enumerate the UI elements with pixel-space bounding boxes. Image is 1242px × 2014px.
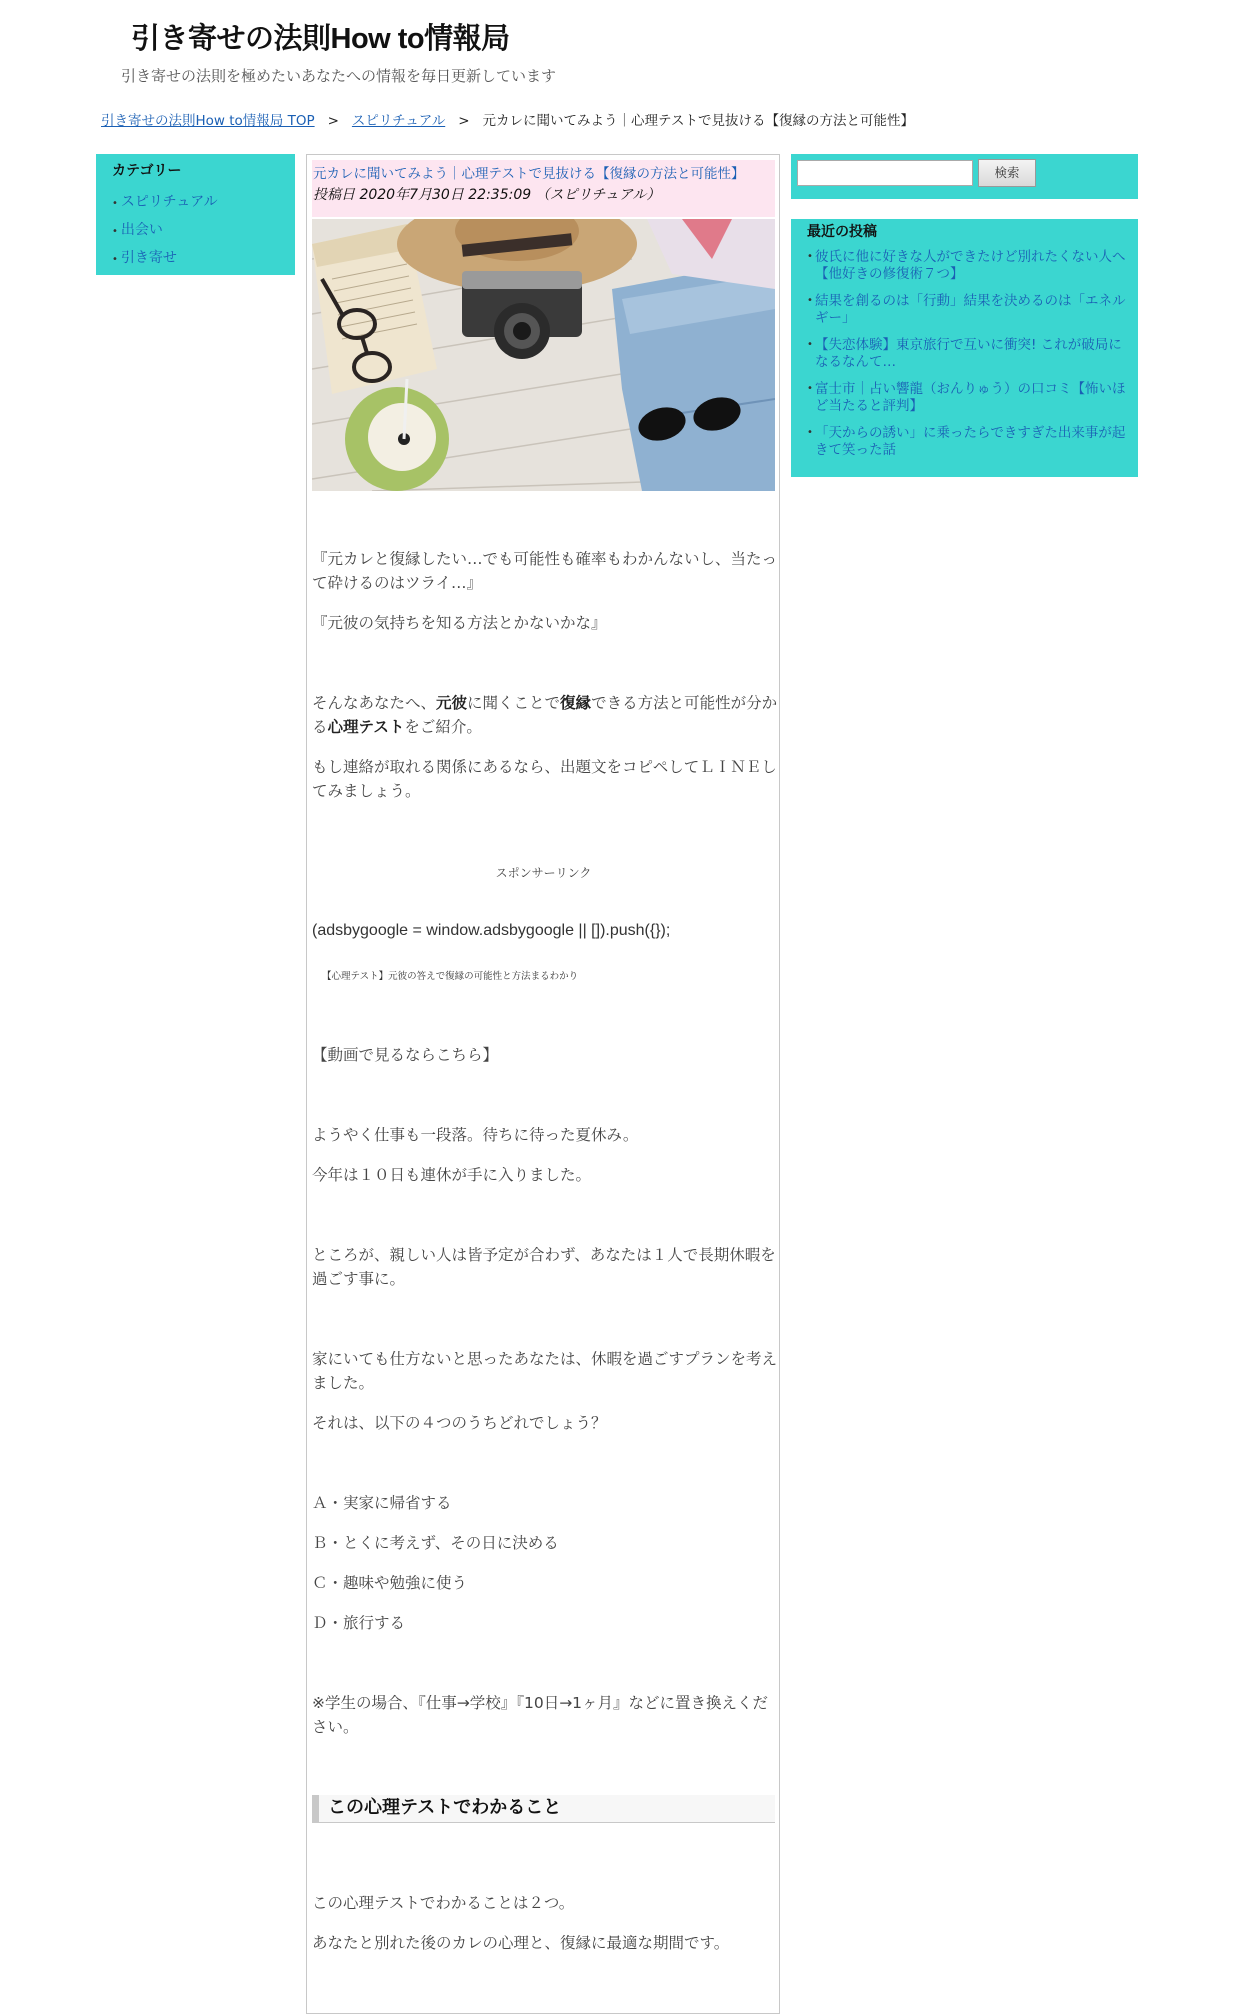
hero-image xyxy=(312,219,775,491)
ad-script-text: (adsbygoogle = window.adsbygoogle || []).push({}); xyxy=(312,922,671,939)
breadcrumb-current: 元カレに聞いてみよう｜心理テストで見抜ける【復縁の方法と可能性】 xyxy=(482,113,914,129)
article-title-link[interactable]: 元カレに聞いてみよう｜心理テストで見抜ける【復縁の方法と可能性】 xyxy=(313,166,745,182)
recent-post-item[interactable] xyxy=(807,293,1130,326)
recent-post-link[interactable]: 富士市｜占い響龍（おんりゅう）の口コミ【怖いほど当たると評判】 xyxy=(815,381,1126,414)
recent-post-link[interactable]: 彼氏に他に好きな人ができたけど別れたくない人へ【他好きの修復術７つ】 xyxy=(815,249,1126,282)
breadcrumb-separator: > xyxy=(327,113,339,129)
recent-posts-widget xyxy=(791,219,1138,477)
category-widget xyxy=(96,154,295,275)
bullet-dot-icon: • xyxy=(112,226,118,237)
category-heading: カテゴリー xyxy=(112,163,182,179)
paragraph: この心理テストでわかることは２つ。 xyxy=(312,1894,575,1912)
quiz-option-a: Ａ・実家に帰省する xyxy=(312,1494,452,1512)
site-title[interactable]: 引き寄せの法則How to情報局 xyxy=(131,23,510,55)
paragraph: ところが、親しい人は皆予定が合わず、あなたは１人で長期休暇を過ごす事に。 xyxy=(312,1246,776,1288)
emphasis: 復縁 xyxy=(560,694,592,712)
recent-post-item[interactable] xyxy=(807,381,1130,414)
recent-post-link[interactable]: 【失恋体験】東京旅行で互いに衝突! これが破局になるなんて… xyxy=(815,337,1122,370)
category-label: スピリチュアル xyxy=(120,194,218,210)
paragraph: あなたと別れた後のカレの心理と、復縁に最適な期間です。 xyxy=(312,1934,730,1952)
bullet-dot-icon: • xyxy=(807,251,813,262)
paragraph: それは、以下の４つのうちどれでしょう？ xyxy=(312,1414,607,1432)
recent-post-item[interactable] xyxy=(807,425,1130,458)
recent-post-link[interactable]: 結果を創るのは「行動」結果を決めるのは「エネルギー」 xyxy=(815,293,1126,326)
hero-photo-illustration xyxy=(312,219,775,491)
quiz-option-c: Ｃ・趣味や勉強に使う xyxy=(312,1574,468,1592)
paragraph: 今年は１０日も連休が手に入りました。 xyxy=(312,1166,592,1184)
category-item-hikiyose[interactable] xyxy=(112,245,295,273)
category-list xyxy=(112,189,295,273)
recent-posts-list xyxy=(807,249,1130,458)
emphasis: 元彼 xyxy=(436,694,468,712)
emphasis: 心理テスト xyxy=(327,718,405,736)
section-heading: この心理テストでわかること xyxy=(312,1795,775,1823)
text: できる方法と可能性が分かる xyxy=(312,694,778,736)
sponsor-label: スポンサーリンク xyxy=(495,866,592,880)
recent-post-item[interactable] xyxy=(807,249,1130,282)
category-item-deai[interactable] xyxy=(112,217,295,245)
paragraph: 【動画で見るならこちら】 xyxy=(312,1046,499,1064)
paragraph: 家にいても仕方ないと思ったあなたは、休暇を過ごすプランを考えました。 xyxy=(312,1350,778,1392)
paragraph: もし連絡が取れる関係にあるなら、出題文をコピペしてＬＩＮＥしてみましょう。 xyxy=(312,758,777,800)
note: ※学生の場合、『仕事→学校』『10日→1ヶ月』などに置き換えください。 xyxy=(312,1694,769,1736)
recent-post-item[interactable] xyxy=(807,337,1130,370)
paragraph: 『元彼の気持ちを知る方法とかないかな』 xyxy=(312,614,607,632)
paragraph: 『元カレと復縁したい…でも可能性も確率もわかんないし、当たって砕けるのはツライ…』 xyxy=(312,550,778,592)
article xyxy=(306,154,780,2014)
quiz-option-d: Ｄ・旅行する xyxy=(312,1614,406,1632)
text: をご紹介。 xyxy=(404,718,482,736)
bullet-dot-icon: • xyxy=(112,198,118,209)
breadcrumb-home-link[interactable]: 引き寄せの法則How to情報局 TOP xyxy=(101,113,315,129)
breadcrumb xyxy=(101,109,914,129)
article-header xyxy=(312,160,775,217)
paragraph: ようやく仕事も一段落。待ちに待った夏休み。 xyxy=(312,1126,639,1144)
bullet-dot-icon: • xyxy=(807,295,813,306)
bullet-dot-icon: • xyxy=(807,383,813,394)
paragraph xyxy=(312,691,778,739)
video-caption[interactable]: 【心理テスト】元彼の答えで復縁の可能性と方法まるわかり xyxy=(322,971,579,982)
category-item-spiritual[interactable] xyxy=(112,189,295,217)
breadcrumb-category-link[interactable]: スピリチュアル xyxy=(351,113,446,129)
bullet-dot-icon: • xyxy=(807,427,813,438)
quiz-option-b: Ｂ・とくに考えず、その日に決める xyxy=(312,1534,559,1552)
bullet-dot-icon: • xyxy=(807,339,813,350)
search-widget xyxy=(791,154,1138,199)
bullet-dot-icon: • xyxy=(112,254,118,265)
article-meta: 投稿日 2020年7月30日 22:35:09 （スピリチュアル） xyxy=(313,187,661,203)
recent-posts-heading: 最近の投稿 xyxy=(807,224,877,240)
site-description: 引き寄せの法則を極めたいあなたへの情報を毎日更新しています xyxy=(121,67,557,85)
recent-post-link[interactable]: 「天からの誘い」に乗ったらできすぎた出来事が起きて笑った話 xyxy=(815,425,1126,458)
breadcrumb-separator: > xyxy=(458,113,470,129)
category-label: 出会い xyxy=(120,222,163,238)
category-label: 引き寄せ xyxy=(120,250,177,266)
search-button[interactable]: 検索 xyxy=(978,159,1036,187)
text: に聞くことで xyxy=(467,694,561,712)
search-input[interactable] xyxy=(797,160,973,186)
text: そんなあなたへ、 xyxy=(312,694,437,712)
